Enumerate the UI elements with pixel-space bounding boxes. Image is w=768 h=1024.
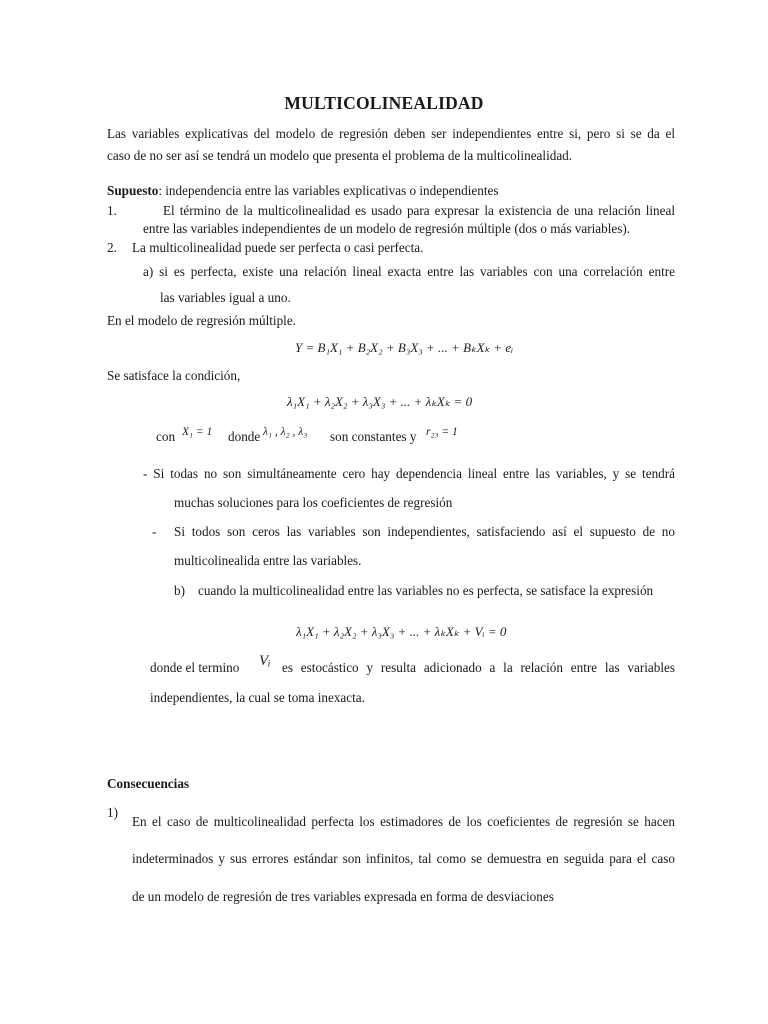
equation-r23-equals-1: r₂₃ = 1 — [426, 426, 458, 438]
donde-text: donde — [228, 429, 261, 444]
intro-line-1: Las variables explicativas del modelo de regresión deben ser independientes entre si, pero si se da el — [107, 126, 675, 141]
item-a-line-2: las variables igual a uno. — [160, 290, 291, 305]
item-1-line-2: entre las variables independientes de un modelo de regresión múltiple (dos o más variables). — [143, 221, 631, 236]
consequence-1-line-2: indeterminados y sus errores estándar son infinitos, tal como se demuestra en seguida para el caso — [132, 851, 675, 866]
item-b-label: b) — [174, 583, 185, 598]
supuesto-text: : independencia entre las variables explicativas o independientes — [158, 183, 499, 198]
intro-line-2: caso de no ser así se tendrá un modelo que presenta el problema de la multicolinealidad. — [107, 148, 573, 163]
item-a-line-1: a) si es perfecta, existe una relación lineal exacta entre las variables con una correlación entre — [143, 264, 675, 279]
item-2-text: La multicolinealidad puede ser perfecta o casi perfecta. — [132, 240, 424, 255]
item-b-text: cuando la multicolinealidad entre las variables no es perfecta, se satisface la expresión — [198, 583, 654, 598]
dash-2-line-1: Si todos son ceros las variables son independientes, satisfaciendo así el supuesto de no — [174, 524, 675, 539]
equation-x1-equals-1: X₁ = 1 — [182, 426, 213, 438]
item-2-number: 2. — [107, 240, 117, 255]
condition-text: Se satisface la condición, — [107, 368, 241, 383]
multiple-model-text: En el modelo de regresión múltiple. — [107, 313, 296, 328]
consequence-1-line-3: de un modelo de regresión de tres variables expresada en forma de desviaciones — [132, 889, 554, 904]
equation-vi: Vᵢ — [259, 653, 271, 669]
consecuencias-heading: Consecuencias — [107, 776, 190, 791]
dash-2-marker: - — [152, 524, 157, 539]
termino-start: donde el termino — [150, 660, 240, 675]
equation-exact-linear-relation: λ₁X₁ + λ₂X₂ + λ₃X₃ + ... + λₖXₖ = 0 — [287, 394, 473, 409]
termino-line-2: independientes, la cual se toma inexacta. — [150, 690, 365, 705]
consequence-1-line-1: En el caso de multicolinealidad perfecta los estimadores de los coeficientes de regresión se hacen — [132, 814, 675, 829]
dash-2-line-2: multicolinealida entre las variables. — [174, 553, 362, 568]
equation-regression-model: Y = B₁X₁ + B₂X₂ + B₃X₃ + ... + BₖXₖ + eᵢ — [295, 340, 514, 355]
dash-1-line-2: muchas soluciones para los coeficientes de regresión — [174, 495, 453, 510]
consequence-1-number: 1) — [107, 805, 118, 820]
equation-inexact-linear-relation: λ₁X₁ + λ₂X₂ + λ₃X₃ + ... + λₖXₖ + Vᵢ = 0 — [296, 624, 507, 639]
dash-1-line-1: - Si todas no son simultáneamente cero hay dependencia lineal entre las variables, y se tendrá — [143, 466, 675, 481]
supuesto-paragraph — [107, 183, 499, 199]
termino-end: es estocástico y resulta adicionado a la relación entre las variables — [282, 660, 675, 675]
equation-lambdas: λ₁ , λ₂ , λ₃ — [263, 426, 308, 438]
supuesto-label: Supuesto — [107, 183, 159, 198]
item-1-line-1: El término de la multicolinealidad es usado para expresar la existencia de una relación lineal — [163, 203, 675, 218]
item-1-number: 1. — [107, 203, 117, 218]
page-title: MULTICOLINEALIDAD — [284, 93, 484, 113]
con-text: con — [156, 429, 176, 444]
constantes-text: son constantes y — [330, 429, 417, 444]
